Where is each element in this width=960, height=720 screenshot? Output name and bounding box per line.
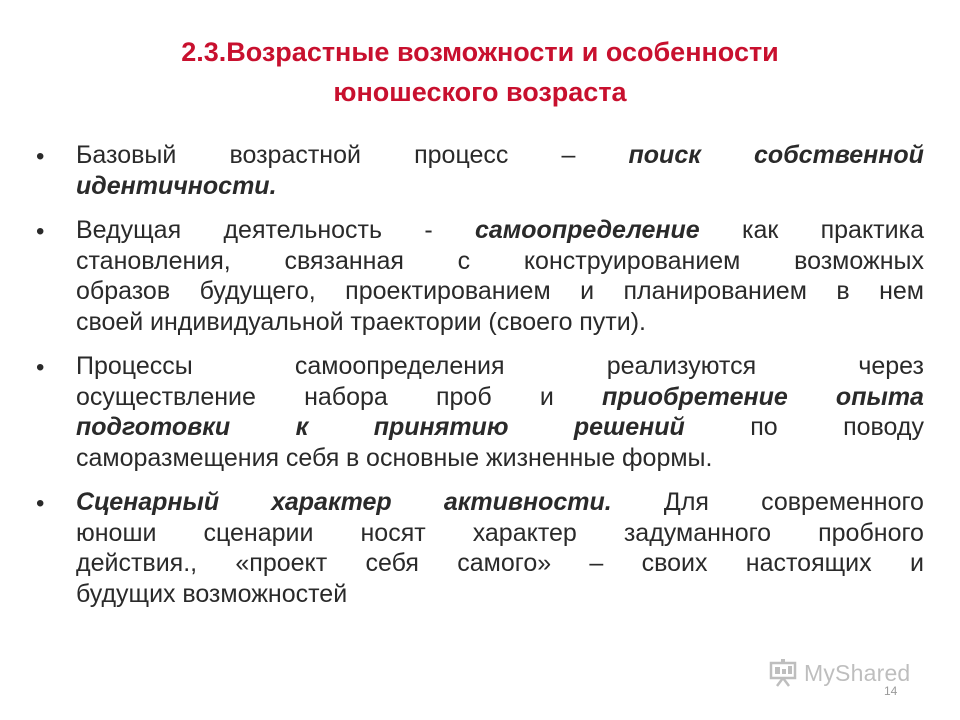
bullet-text-line: [76, 487, 924, 518]
word: траектории: [350, 307, 482, 336]
emphasized-word: активности.: [443, 488, 612, 516]
bullet-item: [36, 140, 924, 201]
bullet-item: [36, 487, 924, 609]
emphasized-word: поиск: [628, 141, 701, 169]
emphasized-word: подготовки: [76, 413, 231, 441]
word: Процессы: [76, 352, 193, 380]
emphasized-word: принятию: [373, 413, 509, 441]
word: планированием: [623, 277, 807, 305]
word: себя: [285, 443, 340, 472]
word: носят: [360, 518, 426, 547]
word: нем: [879, 277, 924, 305]
bullet-text-line: [76, 276, 924, 307]
word: становления,: [76, 246, 231, 275]
presentation-board-icon: [768, 658, 798, 688]
word: –: [561, 141, 576, 169]
bullet-dot-icon: •: [36, 490, 45, 517]
word: и: [909, 549, 924, 577]
bullet-text-line: [76, 548, 924, 579]
word: процесс: [414, 141, 509, 169]
word: связанная: [284, 246, 404, 275]
word: характер: [472, 518, 577, 547]
word: индивидуальной: [150, 307, 344, 336]
word: проб: [435, 382, 492, 411]
word: Для: [663, 488, 709, 516]
slide-title-line-1: 2.3.Возрастные возможности и особенности: [181, 37, 779, 67]
bullet-text-line: [76, 382, 924, 413]
word: –: [589, 549, 604, 577]
word: деятельность: [223, 216, 383, 244]
word: возрастной: [229, 141, 361, 169]
bullet-text-line: [76, 412, 924, 443]
emphasized-word: самоопределение: [474, 216, 700, 244]
word: проектированием: [345, 277, 551, 305]
word: пробного: [818, 518, 924, 547]
watermark-text: MyShared: [804, 659, 911, 686]
word: Ведущая: [76, 216, 182, 244]
word: саморазмещения: [76, 443, 280, 472]
emphasized-word: приобретение: [601, 382, 788, 411]
word: пути).: [579, 307, 646, 336]
bullet-text-line: [76, 171, 924, 202]
bullet-text-line: [76, 246, 924, 277]
emphasized-word: характер: [271, 488, 392, 516]
slide-title-line-2: юношеского возраста: [333, 77, 627, 107]
word: современного: [761, 488, 924, 516]
word: как: [741, 216, 779, 244]
word: практика: [820, 216, 924, 244]
bullet-dot-icon: •: [36, 143, 45, 170]
bullet-text-line: [76, 579, 924, 610]
word: поводу: [843, 413, 924, 441]
word: жизненные: [485, 443, 616, 472]
bullet-dot-icon: •: [36, 354, 45, 381]
word: и: [580, 277, 595, 305]
word: с: [457, 246, 471, 275]
bullet-item: [36, 351, 924, 473]
word: настоящих: [745, 549, 872, 577]
word: образов: [76, 277, 171, 305]
bullet-list: [36, 140, 924, 623]
bullet-text-line: [76, 518, 924, 549]
word: себя: [365, 549, 419, 577]
word: в: [836, 277, 850, 305]
word: самого»: [457, 549, 552, 577]
emphasized-word: идентичности.: [76, 171, 277, 200]
word: основные: [366, 443, 480, 472]
word: формы.: [621, 443, 713, 472]
word: по: [750, 413, 778, 441]
word: в: [346, 443, 360, 472]
emphasized-word: опыта: [835, 382, 924, 411]
bullet-text-line: [76, 215, 924, 246]
word: набора: [304, 382, 388, 411]
word: через: [858, 352, 924, 380]
emphasized-word: к: [295, 413, 309, 441]
word: Базовый: [76, 141, 177, 169]
slide-title: [60, 32, 900, 112]
word: юноши: [76, 518, 157, 547]
word: и: [539, 382, 554, 411]
word: своих: [641, 549, 708, 577]
word: (своего: [488, 307, 573, 336]
word: действия.,: [76, 549, 198, 577]
word: возможностей: [182, 579, 348, 608]
bullet-dot-icon: •: [36, 218, 45, 245]
word: конструированием: [523, 246, 741, 275]
word: «проект: [235, 549, 328, 577]
word: будущего,: [199, 277, 316, 305]
word: осуществление: [76, 382, 256, 411]
word: сценарии: [203, 518, 314, 547]
word: будущих: [76, 579, 176, 608]
bullet-text-line: [76, 307, 924, 338]
bullet-item: [36, 215, 924, 337]
bullet-text-line: [76, 351, 924, 382]
bullet-text-line: [76, 443, 924, 474]
emphasized-word: Сценарный: [76, 488, 220, 516]
word: реализуются: [606, 352, 757, 380]
slide-number: 14: [884, 684, 898, 698]
word: возможных: [794, 246, 924, 275]
word: -: [424, 216, 433, 244]
word: своей: [76, 307, 144, 336]
emphasized-word: собственной: [754, 141, 924, 169]
word: задуманного: [623, 518, 772, 547]
emphasized-word: решений: [573, 413, 685, 441]
word: самоопределения: [294, 352, 505, 380]
bullet-text-line: [76, 140, 924, 171]
